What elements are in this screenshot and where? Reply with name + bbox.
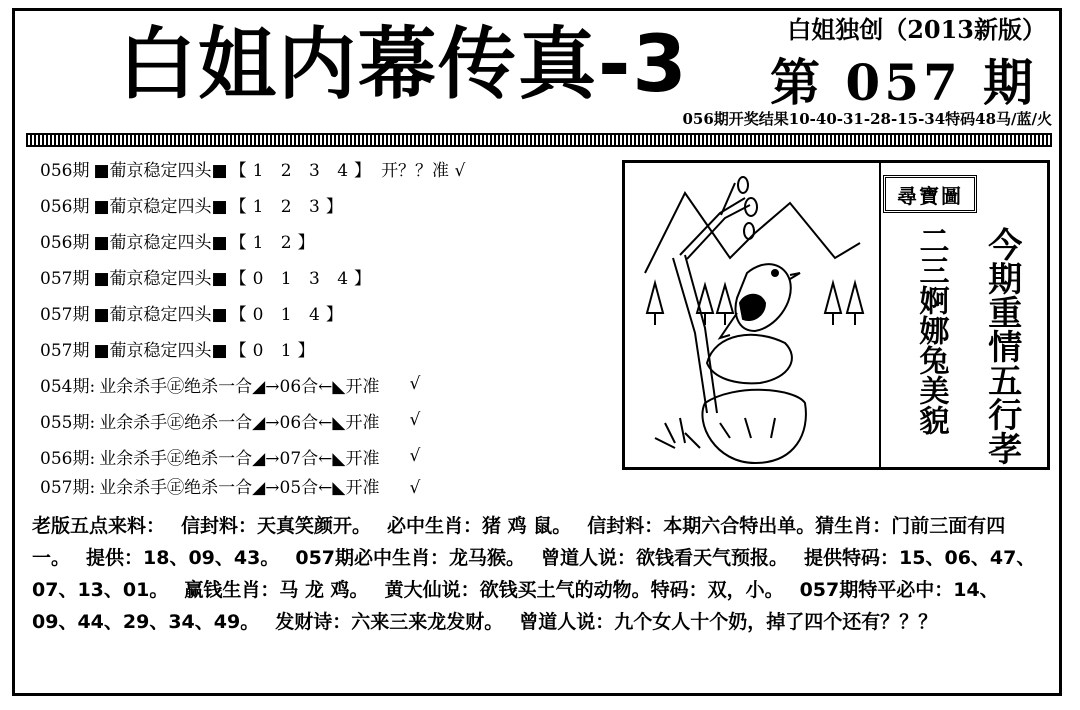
issue-number: 第 057 期 — [770, 53, 1038, 112]
line-text: ■葡京稳定四头■ — [93, 160, 228, 181]
para-segment: 提供特码：15、06、47、07、13、01。 — [32, 547, 1036, 601]
para-segment: 057期必中生肖：龙马猴。 — [295, 547, 526, 569]
line-numbers: 【0 1 4】 — [229, 304, 349, 325]
line-note: √ — [409, 446, 421, 466]
para-segment: 必中生肖：猪 鸡 鼠。 — [387, 515, 572, 537]
para-segment: 曾道人说：九个女人十个奶，掉了四个还有？？？ — [519, 611, 938, 633]
line-text: 业余杀手㊣绝杀一合◢→07合←◣开准 — [99, 448, 380, 469]
bird-on-rock-illustration — [625, 163, 879, 467]
line-period: 057期 — [40, 268, 90, 289]
para-segment: 黄大仙说：欲钱买土气的动物。特码：双，小。 — [384, 579, 784, 601]
treasure-picture-panel — [622, 160, 1050, 470]
line-numbers: 【0 1】 — [229, 340, 321, 361]
line-note: √ — [409, 374, 421, 394]
tips-paragraph — [32, 510, 1042, 638]
line-period: 057期 — [40, 304, 90, 325]
line-text: ■葡京稳定四头■ — [93, 304, 228, 325]
line-period: 056期 — [40, 196, 90, 217]
prediction-list — [40, 150, 610, 498]
line-text: ■葡京稳定四头■ — [93, 268, 228, 289]
list-item — [40, 150, 610, 186]
para-segment: 赢钱生肖：马 龙 鸡。 — [184, 579, 369, 601]
para-segment: 057期特平必中：14、09、44、29、34、49。 — [32, 579, 999, 633]
panel-separator — [879, 163, 881, 467]
list-item — [40, 438, 610, 474]
list-item — [40, 222, 610, 258]
para-segment: 信封料：天真笑颜开。 — [181, 515, 372, 537]
para-segment: 老版五点来料： — [32, 515, 166, 537]
line-text: 业余杀手㊣绝杀一合◢→06合←◣开准 — [99, 376, 380, 397]
line-text: ■葡京稳定四头■ — [93, 340, 228, 361]
para-segment: 曾道人说：欲钱看天气预报。 — [541, 547, 789, 569]
line-numbers: 【0 1 3 4】 — [229, 268, 378, 289]
line-period: 056期 — [40, 232, 90, 253]
line-period: 057期: — [40, 478, 96, 498]
line-text: 业余杀手㊣绝杀一合◢→06合←◣开准 — [99, 412, 380, 433]
line-note: √ — [409, 410, 421, 430]
line-period: 056期: — [40, 448, 96, 469]
treasure-map-badge: 尋寶圖 — [883, 175, 977, 213]
list-item — [40, 258, 610, 294]
edition-label: 白姐独创（2013新版） — [787, 15, 1046, 44]
para-segment: 提供：18、09、43。 — [86, 547, 280, 569]
line-period: 055期: — [40, 412, 96, 433]
list-item — [40, 294, 610, 330]
line-numbers: 【1 2】 — [229, 232, 321, 253]
list-item — [40, 474, 610, 498]
line-note: √ — [409, 478, 421, 498]
list-item — [40, 330, 610, 366]
line-period: 057期 — [40, 340, 90, 361]
verse-line-2: 二三婀娜兔美貌 — [913, 225, 949, 435]
previous-result: 056期开奖结果10-40-31-28-15-34特码48马/蓝/火 — [682, 110, 1052, 128]
para-segment: 发财诗：六来三来龙发财。 — [275, 611, 504, 633]
page-title: 白姐内幕传真-3 — [118, 20, 689, 110]
list-item — [40, 366, 610, 402]
line-period: 056期 — [40, 160, 90, 181]
list-item — [40, 186, 610, 222]
line-period: 054期: — [40, 376, 96, 397]
line-note: 开？？准 √ — [381, 160, 466, 181]
para-segment: 信封料：本期六合特出单。猜生肖：门前三面有四一。 — [32, 515, 1006, 569]
verse-line-1: 今期重情五行孝 — [981, 227, 1022, 465]
header-divider — [26, 133, 1052, 147]
line-text: 业余杀手㊣绝杀一合◢→05合←◣开准 — [99, 478, 380, 498]
line-numbers: 【1 2 3 4】 — [229, 160, 378, 181]
list-item — [40, 402, 610, 438]
line-numbers: 【1 2 3】 — [229, 196, 349, 217]
line-text: ■葡京稳定四头■ — [93, 196, 228, 217]
line-text: ■葡京稳定四头■ — [93, 232, 228, 253]
